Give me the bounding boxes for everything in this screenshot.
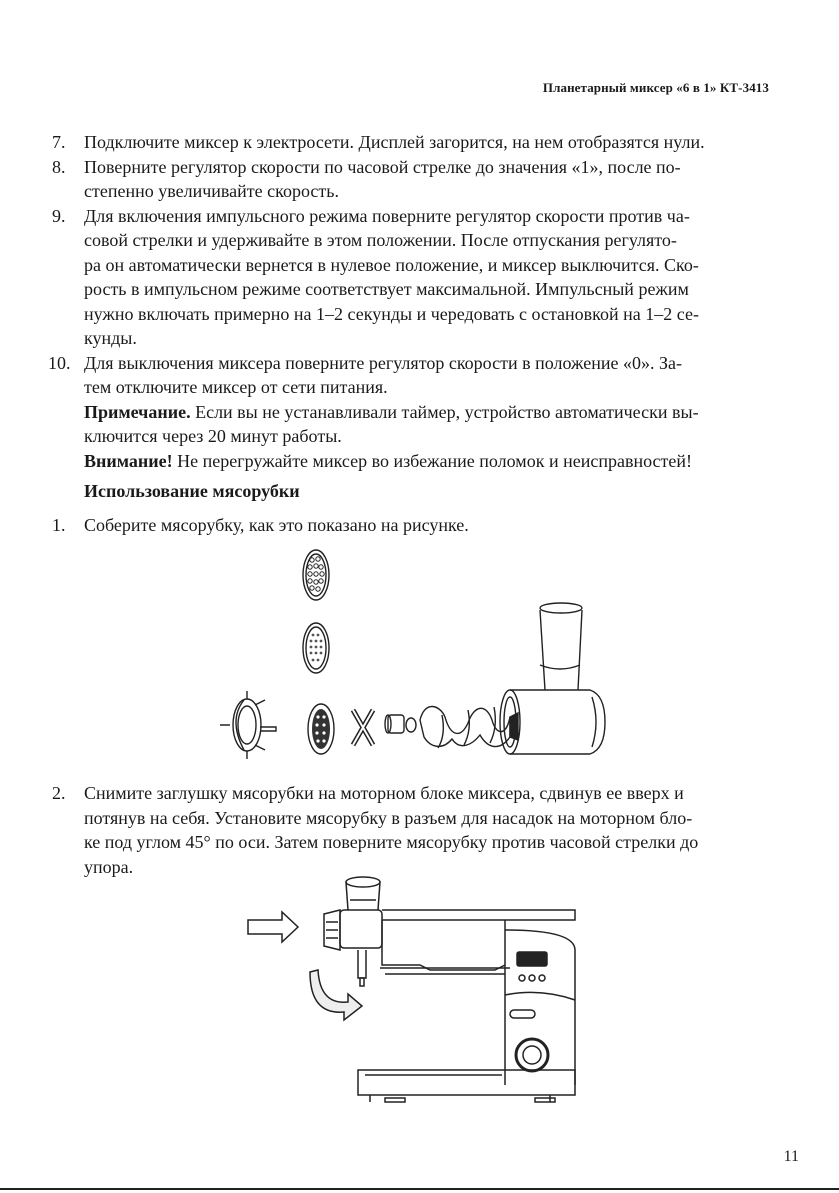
warning-line [84, 449, 774, 474]
running-header: Планетарный миксер «6 в 1» КТ-3413 [542, 80, 769, 95]
step-text-line: Подключите миксер к электросети. Дисплей загорится, на нем отобразятся нули. [84, 132, 705, 152]
step-text-line: ке под углом 45° по оси. Затем поверните мясорубку против часовой стрелки до [84, 832, 699, 852]
step-text-line: Снимите заглушку мясорубки на моторном блоке миксера, сдвинув ее вверх и [84, 783, 684, 803]
warning-text: Не перегружайте миксер во избежание поломок и неисправностей! [172, 450, 692, 471]
rotate-arrow-icon [310, 970, 362, 1020]
step-text-line: Для выключения миксера поверните регулятор скорости в положение «0». За- [84, 352, 682, 373]
note-text-line: ключится через 20 минут работы. [84, 426, 342, 446]
step-number: 10. [48, 352, 71, 373]
step-text-line: Поверните регулятор скорости по часовой стрелке до значения «1», после по- [84, 156, 681, 177]
step-text-line: тем отключите миксер от сети питания. [84, 377, 388, 397]
page-bottom-rule [0, 1188, 839, 1190]
step-text-line: рость в импульсном режиме соответствует максимальной. Импульсный режим [84, 279, 689, 299]
step-number: 8. [52, 156, 66, 177]
step-text-line: нужно включать примерно на 1–2 секунды и чередовать с остановкой на 1–2 се- [84, 303, 699, 324]
note-text: Если вы не устанавливали таймер, устройство автоматически вы- [190, 401, 699, 422]
step-text-line: совой стрелки и удерживайте в этом положении. После отпускания регулято- [84, 230, 677, 250]
step-number: 1. [52, 515, 66, 535]
step-text-line: Для включения импульсного режима поверните регулятор скорости против ча- [84, 205, 690, 226]
page-number: 11 [783, 1148, 799, 1165]
step-1 [52, 513, 774, 538]
step-2 [52, 781, 774, 879]
step-text-line: потянув на себя. Установите мясорубку в разъем для насадок на моторном бло- [84, 807, 693, 828]
step-10 [48, 351, 774, 474]
step-7 [52, 130, 774, 155]
mixer-installation-illustration [240, 870, 590, 1110]
meat-grinder-assembly-illustration [210, 545, 620, 775]
note-line [84, 400, 774, 425]
step-text-line: упора. [84, 856, 134, 877]
step-number: 2. [52, 783, 66, 803]
push-arrow-icon [248, 912, 298, 942]
note-label: Примечание. [84, 401, 191, 422]
step-number: 7. [52, 132, 66, 152]
step-text-line: Соберите мясорубку, как это показано на рисунке. [84, 515, 469, 535]
section-title: Использование мясорубки [84, 481, 300, 501]
step-9 [52, 204, 774, 351]
step-number: 9. [52, 205, 66, 226]
step-text-line: степенно увеличивайте скорость. [84, 181, 339, 201]
step-text-line: ра он автоматически вернется в нулевое положение, и миксер выключится. Ско- [84, 254, 699, 275]
step-text-line: кунды. [84, 328, 137, 348]
step-8 [52, 155, 774, 204]
warning-label: Внимание! [84, 450, 173, 471]
